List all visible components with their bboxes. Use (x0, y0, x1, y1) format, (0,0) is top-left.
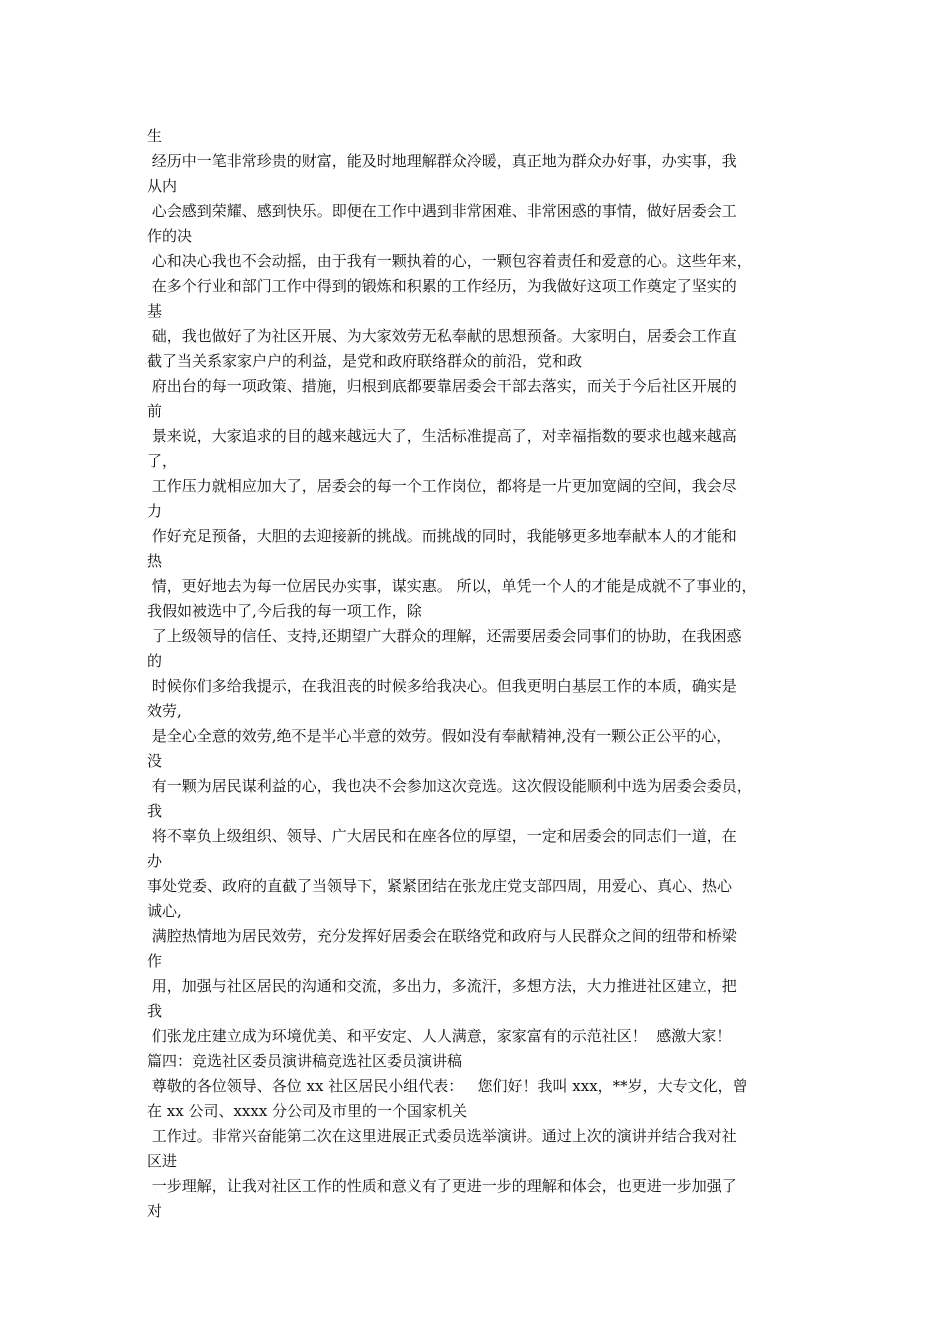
text-line: 我 (147, 802, 163, 820)
text-line: 诚心, (147, 902, 182, 920)
text-line: 的 (147, 652, 163, 670)
text-line: 有一颗为居民谋利益的心，我也决不会参加这次竞选。这次假设能顺利中选为居委会委员， (147, 777, 752, 795)
text-line: 满腔热情地为居民效劳，充分发挥好居委会在联络党和政府与人民群众之间的纽带和桥梁 (147, 927, 737, 945)
body-text (147, 124, 827, 1224)
text-line: 是全心全意的效劳,绝不是半心半意的效劳。假如没有奉献精神,没有一颗公正公平的心， (147, 727, 732, 745)
text-line: 作的决 (147, 227, 193, 245)
text-line: 心会感到荣耀、感到快乐。即便在工作中遇到非常困难、非常困惑的事情，做好居委会工 (147, 202, 737, 220)
text-line: 情，更好地去为每一位居民办实事，谋实惠。 所以，单凭一个人的才能是成就不了事业的， (147, 577, 757, 595)
text-line: 我 (147, 1002, 163, 1020)
text-line: 生 (147, 127, 163, 145)
text-line: 在多个行业和部门工作中得到的锻炼和积累的工作经历，为我做好这项工作奠定了坚实的 (147, 277, 737, 295)
text-line: 将不辜负上级组织、领导、广大居民和在座各位的厚望，一定和居委会的同志们一道，在 (147, 827, 737, 845)
text-line: 尊敬的各位领导、各位 xx 社区居民小组代表： 您们好！我叫 xxx，**岁，大专文化，曾 (147, 1077, 748, 1095)
text-line: 用，加强与社区居民的沟通和交流，多出力，多流汗，多想方法，大力推进社区建立，把 (147, 977, 737, 995)
text-line: 作好充足预备，大胆的去迎接新的挑战。而挑战的同时，我能够更多地奉献本人的才能和 (147, 527, 737, 545)
text-line: 一步理解，让我对社区工作的性质和意义有了更进一步的理解和体会，也更进一步加强了 (147, 1177, 737, 1195)
text-line: 们张龙庄建立成为环境优美、和平安定、人人满意，家家富有的示范社区！ 感激大家！ (147, 1027, 732, 1045)
text-line: 在 xx 公司、xxxx 分公司及市里的一个国家机关 (147, 1102, 468, 1120)
text-line: 经历中一笔非常珍贵的财富，能及时地理解群众冷暖，真正地为群众办好事，办实事，我 (147, 152, 737, 170)
text-line: 础，我也做好了为社区开展、为大家效劳无私奉献的思想预备。大家明白，居委会工作直 (147, 327, 737, 345)
text-line: 基 (147, 302, 163, 320)
text-line: 景来说，大家追求的目的越来越远大了，生活标准提高了，对幸福指数的要求也越来越高 (147, 427, 737, 445)
text-line: 对 (147, 1202, 163, 1220)
text-line: 事处党委、政府的直截了当领导下，紧紧团结在张龙庄党支部四周，用爱心、真心、热心 (147, 877, 733, 895)
text-line: 从内 (147, 177, 178, 195)
text-line: 热 (147, 552, 163, 570)
text-line: 心和决心我也不会动摇，由于我有一颗执着的心，一颗包容着责任和爱意的心。这些年来， (147, 252, 752, 270)
text-line: 前 (147, 402, 163, 420)
text-line: 工作压力就相应加大了，居委会的每一个工作岗位，都将是一片更加宽阔的空间，我会尽 (147, 477, 737, 495)
text-line: 了上级领导的信任、支持,还期望广大群众的理解，还需要居委会同事们的协助，在我困惑 (147, 627, 742, 645)
text-line: 我假如被选中了,今后我的每一项工作，除 (147, 602, 422, 620)
text-line: 篇四：竞选社区委员演讲稿竞选社区委员演讲稿 (147, 1052, 463, 1070)
text-line: 没 (147, 752, 163, 770)
text-line: 效劳, (147, 702, 182, 720)
text-line: 府出台的每一项政策、措施，归根到底都要靠居委会干部去落实，而关于今后社区开展的 (147, 377, 737, 395)
text-line: 了， (147, 452, 178, 470)
text-line: 时候你们多给我提示，在我沮丧的时候多给我决心。但我更明白基层工作的本质，确实是 (147, 677, 737, 695)
text-line: 力 (147, 502, 163, 520)
text-line: 截了当关系家家户户的利益，是党和政府联络群众的前沿，党和政 (147, 352, 583, 370)
text-line: 区进 (147, 1152, 178, 1170)
text-line: 工作过。非常兴奋能第二次在这里进展正式委员选举演讲。通过上次的演讲并结合我对社 (147, 1127, 737, 1145)
text-line: 办 (147, 852, 163, 870)
text-line: 作 (147, 952, 163, 970)
